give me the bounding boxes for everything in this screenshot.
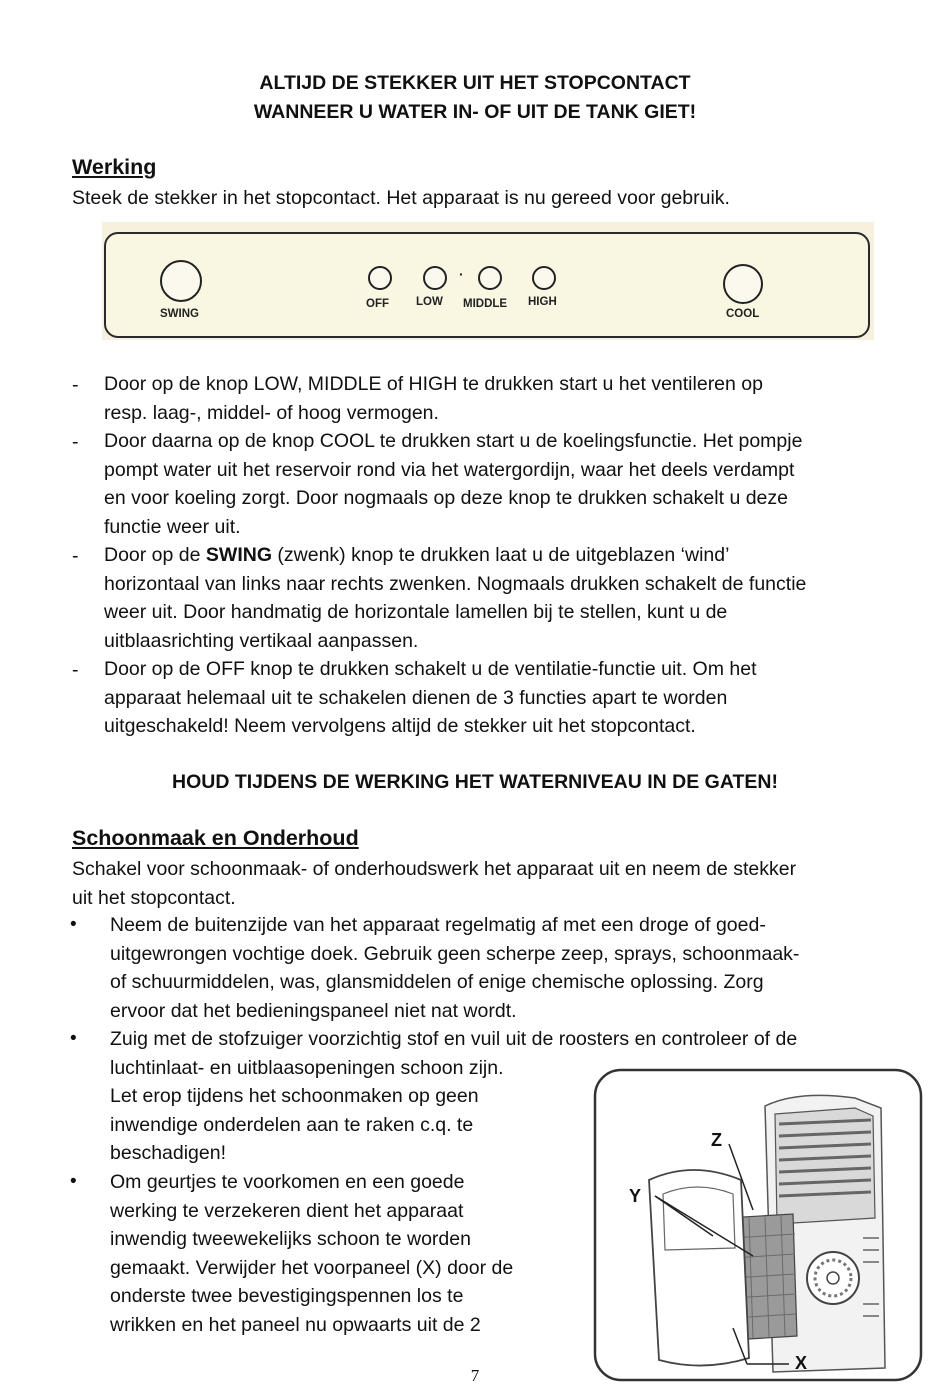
waterlevel-warning: HOUD TIJDENS DE WERKING HET WATERNIVEAU IN DE GATEN! bbox=[172, 771, 778, 793]
list-item-line: Door op de knop LOW, MIDDLE of HIGH te drukken start u het ventileren op bbox=[104, 373, 763, 395]
figure-label-y: Y bbox=[629, 1186, 642, 1206]
list-item bbox=[104, 541, 894, 655]
swing-bold: SWING bbox=[205, 544, 272, 566]
page-number: 7 bbox=[470, 1366, 480, 1385]
list-item bbox=[104, 655, 894, 741]
high-label: HIGH bbox=[528, 296, 557, 308]
warning-line-1: ALTIJD DE STEKKER UIT HET STOPCONTACT bbox=[259, 72, 691, 94]
low-label: LOW bbox=[416, 296, 443, 308]
cool-button-circle bbox=[723, 264, 763, 304]
list-item-line: en voor koeling zorgt. Door nogmaals op deze knop te drukken schakelt u deze bbox=[104, 487, 788, 509]
bullet-line: gemaakt. Verwijder het voorpaneel (X) door de bbox=[110, 1256, 514, 1279]
bullet-line: Zuig met de stofzuiger voorzichtig stof en vuil uit de roosters en controleer of de bbox=[110, 1028, 798, 1050]
list-item-line: uitblaasrichting vertikaal aanpassen. bbox=[104, 629, 419, 652]
middle-button-circle bbox=[478, 266, 502, 290]
figure-label-z: Z bbox=[711, 1130, 722, 1150]
appliance-figure bbox=[593, 1068, 923, 1382]
list-item-line bbox=[104, 541, 894, 570]
bullet-item bbox=[110, 911, 890, 1025]
bullet-line: beschadigen! bbox=[110, 1142, 227, 1164]
text-run: (zwenk) knop te drukken laat u de uitgeblazen ‘wind’ bbox=[272, 544, 730, 566]
bullet-line: Neem de buitenzijde van het apparaat regelmatig af met een droge of goed- bbox=[110, 914, 766, 936]
list-dash: - bbox=[72, 374, 79, 396]
list-dash: - bbox=[72, 545, 79, 567]
section-heading-werking: Werking bbox=[72, 155, 157, 179]
list-item-line: Door op de OFF knop te drukken schakelt u de ventilatie-functie uit. Om het bbox=[104, 658, 757, 680]
bullet-line: Let erop tijdens het schoonmaken op geen bbox=[110, 1085, 479, 1107]
low-button-circle bbox=[423, 266, 447, 290]
werking-intro: Steek de stekker in het stopcontact. Het apparaat is nu gereed voor gebruik. bbox=[72, 187, 730, 209]
list-item-line: apparaat helemaal uit te schakelen dienen de 3 functies apart te worden bbox=[104, 686, 728, 709]
bullet-icon: • bbox=[70, 1171, 77, 1192]
list-item-line: functie weer uit. bbox=[104, 515, 241, 538]
bullet-icon: • bbox=[70, 914, 77, 935]
list-dash: - bbox=[72, 659, 79, 681]
section-heading-schoonmaak: Schoonmaak en Onderhoud bbox=[72, 826, 359, 850]
cool-label: COOL bbox=[726, 308, 760, 320]
bullet-item bbox=[110, 1168, 580, 1339]
bullet-line: onderste twee bevestigingspennen los te bbox=[110, 1285, 464, 1307]
bullet-line: inwendige onderdelen aan te raken c.q. te bbox=[110, 1113, 474, 1136]
bullet-line: wrikken en het paneel nu opwaarts uit de 2 bbox=[110, 1313, 481, 1336]
list-item bbox=[104, 427, 894, 541]
list-dash: - bbox=[72, 431, 79, 453]
off-label: OFF bbox=[366, 298, 389, 310]
control-panel-frame bbox=[104, 232, 870, 338]
intro-line: uit het stopcontact. bbox=[72, 886, 236, 909]
bullet-line: ervoor dat het bedieningspaneel niet nat wordt. bbox=[110, 999, 517, 1022]
bullet-line: inwendig tweewekelijks schoon te worden bbox=[110, 1228, 471, 1250]
bullet-line: uitgewrongen vochtige doek. Gebruik geen scherpe zeep, sprays, schoonmaak- bbox=[110, 942, 800, 965]
bullet-icon: • bbox=[70, 1028, 77, 1049]
schoonmaak-intro bbox=[72, 855, 892, 912]
bullet-line: Om geurtjes te voorkomen en een goede bbox=[110, 1171, 465, 1193]
list-item-line: pompt water uit het reservoir rond via het watergordijn, waar het deels verdampt bbox=[104, 458, 795, 481]
swing-button-circle bbox=[160, 260, 202, 302]
warning-line-2: WANNEER U WATER IN- OF UIT DE TANK GIET! bbox=[253, 101, 697, 123]
list-item-line: weer uit. Door handmatig de horizontale lamellen bij te stellen, kunt u de bbox=[104, 601, 728, 623]
list-item-line: horizontaal van links naar rechts zwenken. Nogmaals drukken schakelt de functie bbox=[104, 572, 807, 595]
list-item-line: uitgeschakeld! Neem vervolgens altijd de stekker uit het stopcontact. bbox=[104, 715, 696, 737]
bullet-line: werking te verzekeren dient het apparaat bbox=[110, 1199, 464, 1222]
bullet-line: of schuurmiddelen, was, glansmiddelen of enige chemische oplossing. Zorg bbox=[110, 971, 764, 993]
text-run: Door op de bbox=[104, 544, 206, 566]
swing-label: SWING bbox=[160, 308, 199, 320]
bullet-line: luchtinlaat- en uitblaasopeningen schoon zijn. bbox=[110, 1056, 504, 1079]
list-item bbox=[104, 370, 894, 427]
figure-label-x: X bbox=[795, 1353, 808, 1373]
high-button-circle bbox=[532, 266, 556, 290]
control-panel-illustration bbox=[102, 222, 874, 340]
intro-line: Schakel voor schoonmaak- of onderhoudswerk het apparaat uit en neem de stekker bbox=[72, 858, 797, 880]
middle-label: MIDDLE bbox=[463, 298, 508, 310]
indicator-dot: · bbox=[459, 266, 464, 282]
list-item-line: Door daarna op de knop COOL te drukken start u de koelingsfunctie. Het pompje bbox=[104, 430, 803, 452]
list-item-line: resp. laag-, middel- of hoog vermogen. bbox=[104, 401, 439, 424]
off-button-circle bbox=[368, 266, 392, 290]
air-cooler-exploded-drawing bbox=[593, 1068, 923, 1382]
